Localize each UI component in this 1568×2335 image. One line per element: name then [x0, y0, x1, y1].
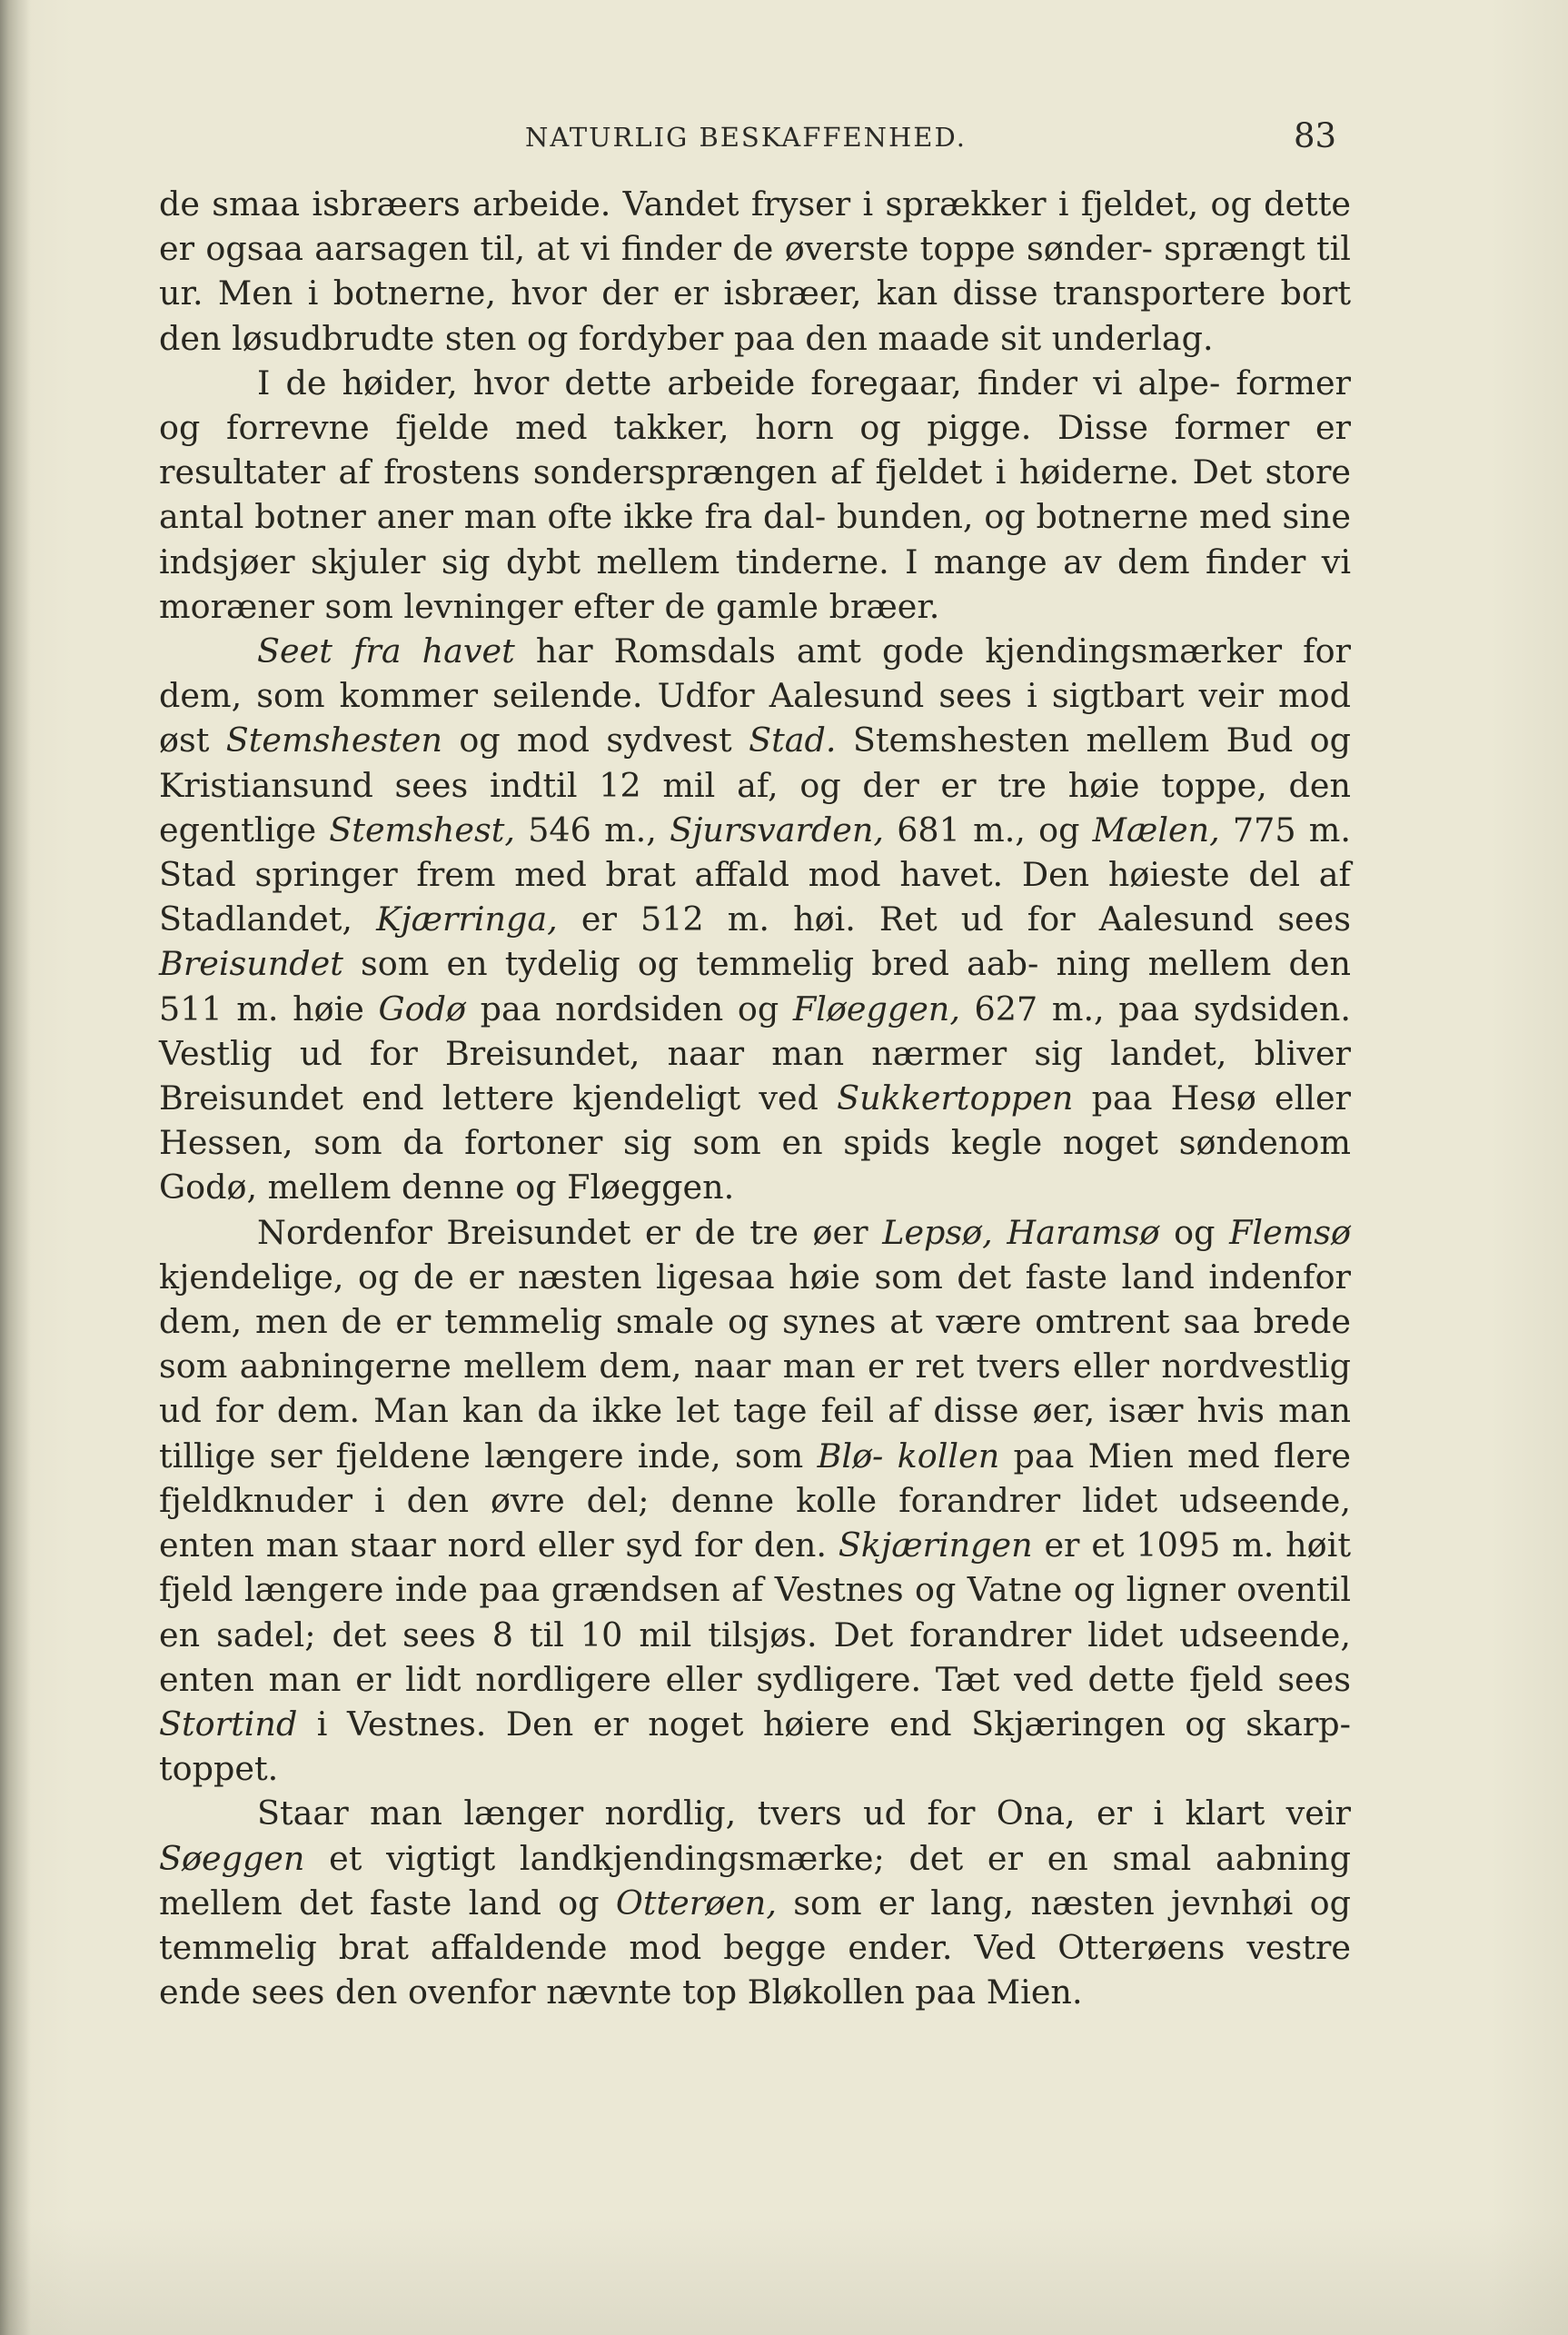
text-run: 627 m., paa sydsiden. Vestlig ud for Breisundet, naar man nærmer sig landet, bliver Breisundet end lettere kjendeligt ved [159, 989, 1351, 1118]
place-name: Otterøen, [615, 1883, 777, 1923]
text-run: Staar man længer nordlig, tvers ud for Ona, er i klart veir [257, 1793, 1351, 1833]
text-run: som en tydelig og temmelig bred aab- ning mellem den 511 m. høie [159, 944, 1351, 1028]
text-run: har Romsdals amt gode kjendingsmærker for dem, som kommer seilende. Udfor Aalesund sees i sigtbart veir mod øst [159, 631, 1351, 760]
text-run: Stemshesten mellem Bud og Kristiansund sees indtil 12 mil af, og der er tre høie toppe, den egentlige [159, 720, 1351, 850]
text-run: i Vestnes. Den er noget høiere end Skjæringen og skarp- toppet. [159, 1704, 1351, 1789]
text-run: og mod sydvest [442, 720, 749, 760]
place-name: Stortind [159, 1704, 298, 1744]
text-run: er 512 m. høi. Ret ud for Aalesund sees [557, 899, 1351, 939]
paragraph-4 [159, 1210, 1351, 1792]
text-run: er et 1095 m. høit fjeld længere inde paa grændsen af Vestnes og Vatne og ligner oventil en sadel; det sees 8 til 10 mil tilsjøs. Det forandrer lidet udseende, enten man er lidt nordligere eller sydligere. Tæt ved dette fjeld sees [159, 1525, 1351, 1699]
text-run: 775 m. Stad springer frem med brat affald mod havet. Den høieste del af Stadlandet, [159, 810, 1351, 939]
place-name: Flemsø [1229, 1212, 1352, 1252]
text-run: kjendelige, og de er næsten ligesaa høie som det faste land indenfor dem, men de er temmelig smale og synes at være omtrent saa brede som aabningerne mellem dem, naar man er ret tvers eller nordvestlig ud for dem. Man kan da ikke let tage feil af disse øer, især hvis man tillige ser fjeldene længere inde, som [159, 1257, 1351, 1476]
place-name: Stad. [749, 720, 837, 760]
page-number: 83 [1294, 116, 1337, 155]
place-name: Mælen, [1092, 810, 1220, 850]
place-name: Lepsø, Haramsø [882, 1212, 1160, 1252]
place-name: Fløeggen, [792, 989, 960, 1028]
text-run: paa nordsiden og [466, 989, 793, 1028]
text-run: Nordenfor Breisundet er de tre øer [257, 1212, 883, 1252]
place-name: Seet fra havet [257, 631, 515, 671]
text-run: og [1159, 1212, 1230, 1252]
place-name: Stemshest, [329, 810, 515, 850]
body-text [159, 182, 1351, 2014]
paragraph-2: I de høider, hvor dette arbeide foregaar, finder vi alpe- former og forrevne fjelde med takker, horn og pigge. Disse former er resultater af frostens sondersprængen af fjeldet i høiderne. Det store antal botner aner man ofte ikke fra dal- bunden, og botnerne med sine indsjøer skjuler sig dybt mellem tinderne. I mange av dem finder vi moræner som levninger efter de gamle bræer. [159, 363, 1351, 626]
place-name: Blø- kollen [817, 1436, 1000, 1476]
text-run: 546 m., [515, 810, 670, 850]
text-run: 681 m., og [884, 810, 1093, 850]
page-binding-edge [0, 0, 31, 2335]
paragraph-5 [159, 1791, 1351, 2014]
place-name: Skjæringen [838, 1525, 1033, 1565]
page-bottom-shade [0, 2217, 1568, 2335]
text-run: et vigtigt landkjendingsmærke; det er en smal aabning mellem det faste land og [159, 1838, 1351, 1923]
place-name: Breisundet [159, 944, 343, 984]
place-name: Søeggen [159, 1838, 305, 1878]
place-name: Sukkertoppen [837, 1078, 1074, 1118]
place-name: Stemshesten [225, 720, 442, 760]
running-header [0, 116, 1568, 167]
paragraph-1: de smaa isbræers arbeide. Vandet fryser i sprækker i fjeldet, og dette er ogsaa aarsagen til, at vi finder de øverste toppe sønder- sprængt til ur. Men i botnerne, hvor der er isbræer, kan disse transportere bort den løsudbrudte sten og fordyber paa den maade sit underlag. [159, 184, 1351, 358]
place-name: Kjærringa, [376, 899, 558, 939]
text-run: som er lang, næsten jevnhøi og temmelig brat affaldende mod begge ender. Ved Otterøens vestre ende sees den ovenfor nævnte top Bløkollen paa Mien. [159, 1883, 1351, 2012]
paragraph-3 [159, 629, 1351, 1210]
place-name: Sjursvarden, [670, 810, 885, 850]
place-name: Godø [378, 989, 466, 1028]
running-title: NATURLIG BESKAFFENHED. [525, 122, 967, 153]
text-run: paa Mien med flere fjeldknuder i den øvre del; denne kolle forandrer lidet udseende, enten man staar nord eller syd for den. [159, 1436, 1351, 1565]
text-run: paa Hesø eller Hessen, som da fortoner sig som en spids kegle noget søndenom Godø, mellem denne og Fløeggen. [159, 1078, 1351, 1207]
